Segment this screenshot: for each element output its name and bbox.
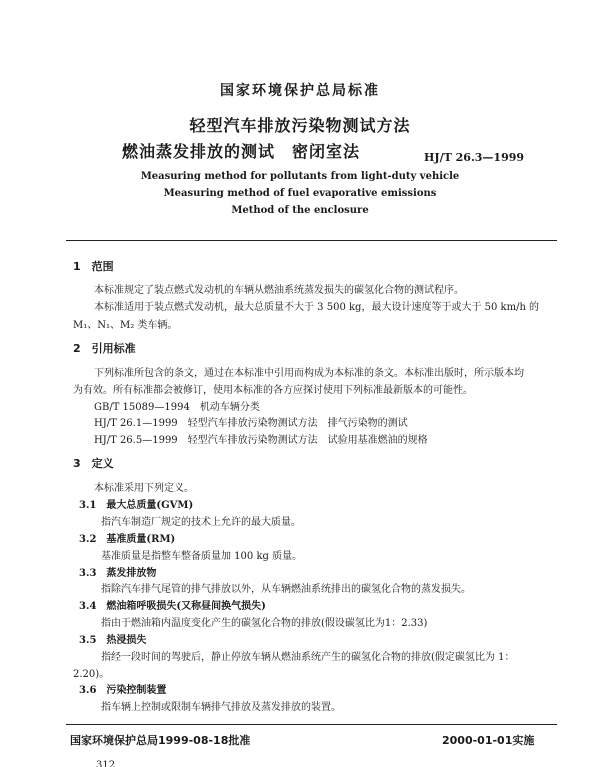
title-line-1: 轻型汽车排放污染物测试方法 xyxy=(189,116,411,135)
section-1-para-2-line-1: 本标准适用于装点燃式发动机，最大总质量不大于 3 500 kg，最大设计速度等于或大于 50 km/h 的 xyxy=(94,302,540,313)
section-2-heading: 2 引用标准 xyxy=(73,342,136,355)
definition-desc-continued: 2.20)。 xyxy=(73,669,110,680)
definition-term: 3.3 蒸发排放物 xyxy=(79,568,157,579)
effective-date: 2000-01-01实施 xyxy=(442,734,535,747)
definition-desc: 指汽车制造厂规定的技术上允许的最大质量。 xyxy=(101,517,301,528)
definition-term: 3.6 污染控制装置 xyxy=(79,685,167,696)
definition-term: 3.5 热浸损失 xyxy=(79,635,147,646)
english-title-line-3: Method of the enclosure xyxy=(231,205,369,216)
standard-number: HJ/T 26.3—1999 xyxy=(424,151,525,164)
title-line-2: 燃油蒸发排放的测试 密闭室法 xyxy=(122,142,361,161)
english-title-line-2: Measuring method of fuel evaporative emissions xyxy=(163,188,437,199)
definition-desc: 基准质量是指整车整备质量加 100 kg 质量。 xyxy=(101,551,303,562)
definition-term: 3.1 最大总质量(GVM) xyxy=(79,500,194,511)
section-1-heading: 1 范围 xyxy=(73,260,114,273)
footer-rule xyxy=(66,724,557,725)
definition-term: 3.4 燃油箱呼吸损失(又称昼间换气损失) xyxy=(79,601,266,612)
section-1-para-2-line-2: M₁、N₁、M₂ 类车辆。 xyxy=(73,320,178,331)
approval-date: 国家环境保护总局1999-08-18批准 xyxy=(70,734,251,747)
definition-desc: 指由于燃油箱内温度变化产生的碳氢化合物的排放(假设碳氢比为1：2.33) xyxy=(101,618,428,629)
english-title-line-1: Measuring method for pollutants from light-duty vehicle xyxy=(140,171,460,182)
issuing-agency: 国家环境保护总局标准 xyxy=(220,83,380,99)
header-rule xyxy=(66,240,557,241)
section-3-heading: 3 定义 xyxy=(73,457,114,470)
section-2-para-line-1: 下列标准所包含的条文，通过在本标准中引用而构成为本标准的条文。本标准出版时，所示版本均 xyxy=(94,368,524,379)
reference-item: HJ/T 26.5—1999 轻型汽车排放污染物测试方法 试验用基准燃油的规格 xyxy=(94,435,428,446)
reference-item: HJ/T 26.1—1999 轻型汽车排放污染物测试方法 排气污染物的测试 xyxy=(94,418,408,429)
definition-desc: 指车辆上控制或限制车辆排气排放及蒸发排放的装置。 xyxy=(101,702,341,713)
section-3-intro: 本标准采用下列定义。 xyxy=(94,483,194,494)
definition-desc: 指经一段时间的驾驶后，静止停放车辆从燃油系统产生的碳氢化合物的排放(假定碳氢比为 1： xyxy=(101,652,515,663)
definition-desc: 指除汽车排气尾管的排气排放以外，从车辆燃油系统排出的碳氢化合物的蒸发损失。 xyxy=(101,584,471,595)
section-2-para-line-2: 为有效。所有标准都会被修订，使用本标准的各方应探讨使用下列标准最新版本的可能性。 xyxy=(73,385,473,396)
section-1-para-1: 本标准规定了装点燃式发动机的车辆从燃油系统蒸发损失的碳氢化合物的测试程序。 xyxy=(94,285,464,296)
page-number: 312 xyxy=(96,760,116,767)
definition-term: 3.2 基准质量(RM) xyxy=(79,534,176,545)
reference-item: GB/T 15089—1994 机动车辆分类 xyxy=(94,402,260,413)
